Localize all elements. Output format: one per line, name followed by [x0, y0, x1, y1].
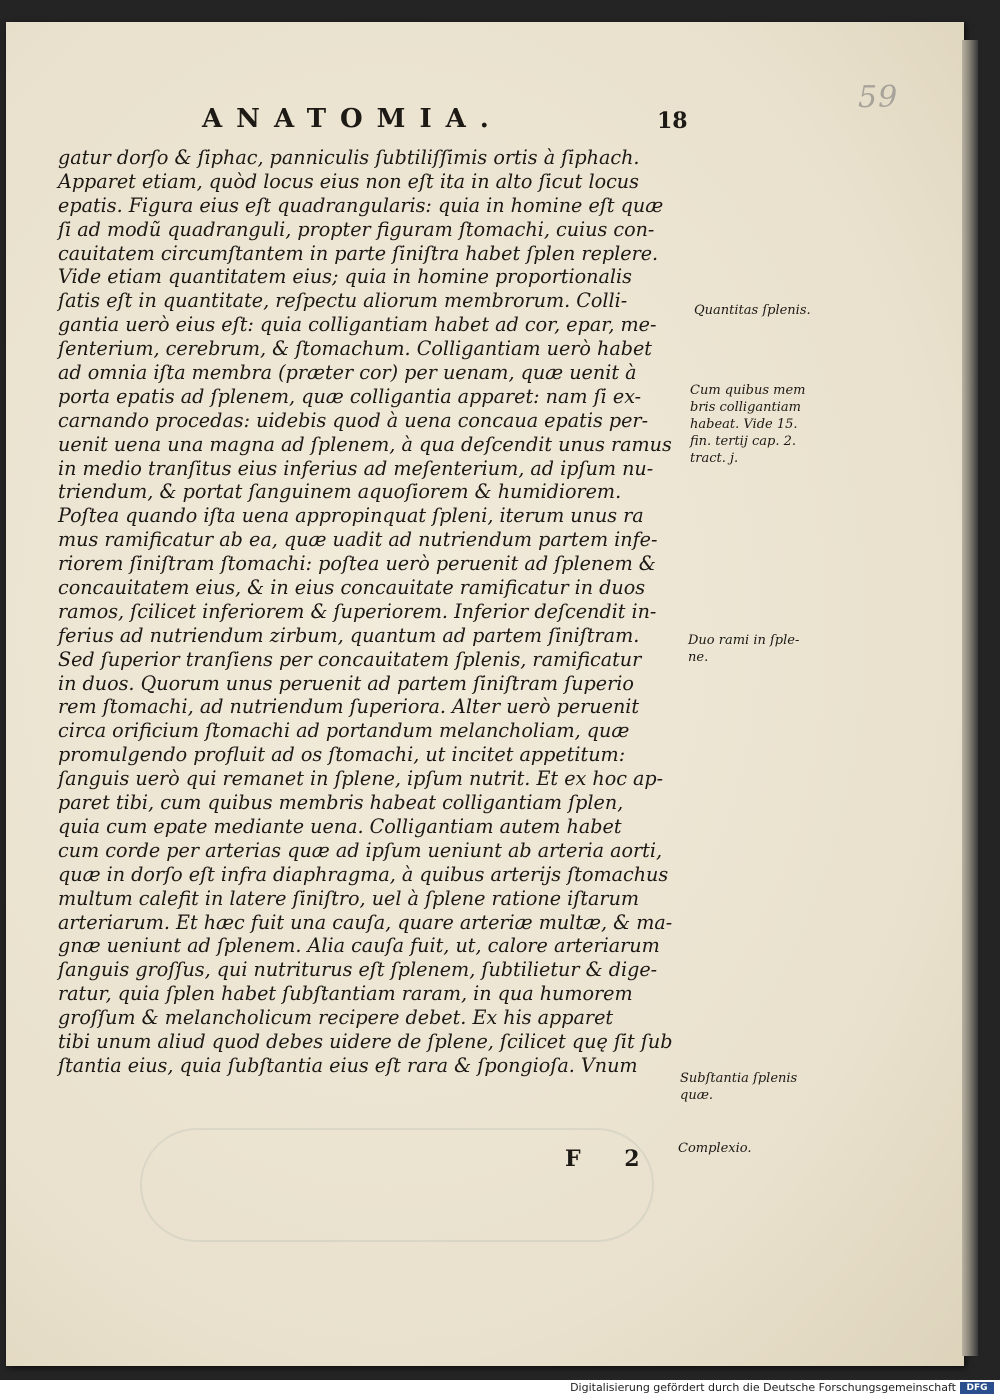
marginal-note-line: habeat. Vide 15.	[690, 417, 798, 432]
text-line: mus ramificatur ab ea, quæ uadit ad nutriendum partem infe-	[58, 528, 658, 552]
text-line: riorem ſiniſtram ſtomachi: poſtea uerò peruenit ad ſplenem &	[58, 552, 656, 576]
marginal-note-line: Quantitas ſplenis.	[694, 303, 811, 318]
marginal-note-line: Complexio.	[678, 1141, 752, 1156]
marginal-note-cum-quibus	[690, 382, 805, 467]
text-line: cum corde per arterias quæ ad ipſum ueniunt ab arteria aorti,	[58, 838, 663, 862]
text-line: Apparet etiam, quòd locus eius non eſt ita in alto ſicut locus	[58, 169, 639, 193]
marginal-note-duo-rami	[688, 632, 799, 666]
text-line: groſſum & melancholicum recipere debet. Ex his apparet	[58, 1006, 614, 1030]
text-line: ſi ad modũ quadranguli, propter figuram ſtomachi, cuius con-	[58, 217, 655, 241]
text-line: uenit uena una magna ad ſplenem, à qua deſcendit unus ramus	[58, 432, 672, 456]
marginal-note-line: Cum quibus mem	[690, 383, 806, 398]
page-number: 18	[657, 108, 688, 134]
text-line: porta epatis ad ſplenem, quæ colligantia apparet: nam ſi ex-	[58, 384, 642, 408]
marginal-note-substantia	[680, 1070, 797, 1104]
text-line: carnando procedas: uidebis quod à uena concaua epatis per-	[58, 408, 649, 432]
text-line: cauitatem circumſtantem in parte ſiniſtra habet ſplen replere.	[58, 241, 659, 265]
text-line: ſenterium, cerebrum, & ſtomachum. Colligantiam uerò habet	[58, 337, 653, 361]
text-line: ad omnia iſta membra (præter cor) per uenam, quæ uenit à	[58, 361, 637, 385]
marginal-note-line: tract. j.	[690, 451, 739, 466]
text-line: ratur, quia ſplen habet ſubſtantiam raram, in qua humorem	[58, 982, 633, 1006]
text-line: epatis. Figura eius eſt quadrangularis: quia in homine eſt quæ	[58, 193, 664, 217]
text-line: quæ in dorſo eſt infra diaphragma, à quibus arterijs ſtomachus	[58, 862, 669, 886]
text-line: Poſtea quando iſta uena appropinquat ſpleni, iterum unus ra	[58, 504, 644, 528]
text-line: arteriarum. Et hæc fuit una cauſa, quare arteriæ multæ, & ma-	[58, 910, 673, 934]
text-line: Sed ſuperior tranſiens per concauitatem ſplenis, ramificatur	[58, 647, 642, 671]
text-line: rem ſtomachi, ad nutriendum ſuperiora. Alter uerò peruenit	[58, 695, 640, 719]
text-line: ramos, ſcilicet inferiorem & ſuperiorem. Inferior deſcendit in-	[58, 599, 657, 623]
marginal-note-line: ne.	[688, 650, 709, 665]
text-line: gatur dorſo & ſiphac, panniculis ſubtiliſſimis ortis à ſiphach.	[58, 146, 640, 169]
digitization-footer	[0, 1380, 1000, 1396]
signature-mark: F 2	[565, 1146, 658, 1172]
marginal-note-line: bris colligantiam	[690, 400, 801, 415]
text-line: Vide etiam quantitatem eius; quia in homine proportionalis	[58, 265, 632, 289]
text-line: ſtantia eius, quia ſubſtantia eius eſt rara & ſpongioſa. Vnum	[58, 1053, 638, 1077]
marginal-note-line: fin. tertij cap. 2.	[690, 434, 797, 449]
text-line: concauitatem eius, & in eius concauitate ramificatur in duos	[58, 576, 646, 600]
text-line: multum calefit in latere ſiniſtro, uel à ſplene ratione iſtarum	[58, 886, 640, 910]
body-text	[58, 146, 686, 1078]
marginal-note-line: quæ.	[680, 1088, 714, 1103]
text-line: triendum, & portat ſanguinem aquoſiorem & humidiorem.	[58, 480, 622, 504]
running-head: ANATOMIA.	[202, 104, 503, 134]
text-line: paret tibi, cum quibus membris habeat colligantiam ſplen,	[58, 791, 624, 815]
marginal-note-quantitas	[694, 302, 811, 319]
handwritten-folio-number: 59	[858, 80, 899, 115]
text-line: quia cum epate mediante uena. Colligantiam autem habet	[58, 814, 622, 838]
text-line: gantia uerò eius eſt: quia colligantiam habet ad cor, epar, me-	[58, 313, 657, 337]
footer-credit: Digitalisierung gefördert durch die Deutsche Forschungsgemeinschaft	[570, 1381, 956, 1394]
marginal-note-line: Duo rami in ſple-	[688, 633, 800, 648]
text-line: circa orificium ſtomachi ad portandum melancholiam, quæ	[58, 719, 630, 743]
marginal-note-complexio	[678, 1140, 752, 1157]
text-line: promulgendo profluit ad os ſtomachi, ut incitet appetitum:	[58, 743, 626, 767]
dfg-logo: DFG	[960, 1382, 994, 1394]
page-edge	[962, 40, 978, 1356]
marginal-note-line: Subſtantia ſplenis	[680, 1071, 798, 1086]
text-line: in medio tranſitus eius inferius ad meſenterium, ad ipſum nu-	[58, 456, 654, 480]
text-line: ſatis eſt in quantitate, reſpectu aliorum membrorum. Colli-	[58, 289, 628, 313]
text-line: ferius ad nutriendum zirbum, quantum ad partem ſiniſtram.	[58, 623, 640, 647]
text-line: ſanguis groſſus, qui nutriturus eſt ſplenem, ſubtilietur & dige-	[58, 958, 658, 982]
text-line: ſanguis uerò qui remanet in ſplene, ipſum nutrit. Et ex hoc ap-	[58, 767, 664, 791]
text-line: tibi unum aliud quod debes uidere de ſplene, ſcilicet quę ſit ſub	[58, 1029, 673, 1053]
text-line: gnæ ueniunt ad ſplenem. Alia cauſa fuit, ut, calore arteriarum	[58, 934, 660, 958]
text-line: in duos. Quorum unus peruenit ad partem ſiniſtram ſuperio	[58, 671, 634, 695]
